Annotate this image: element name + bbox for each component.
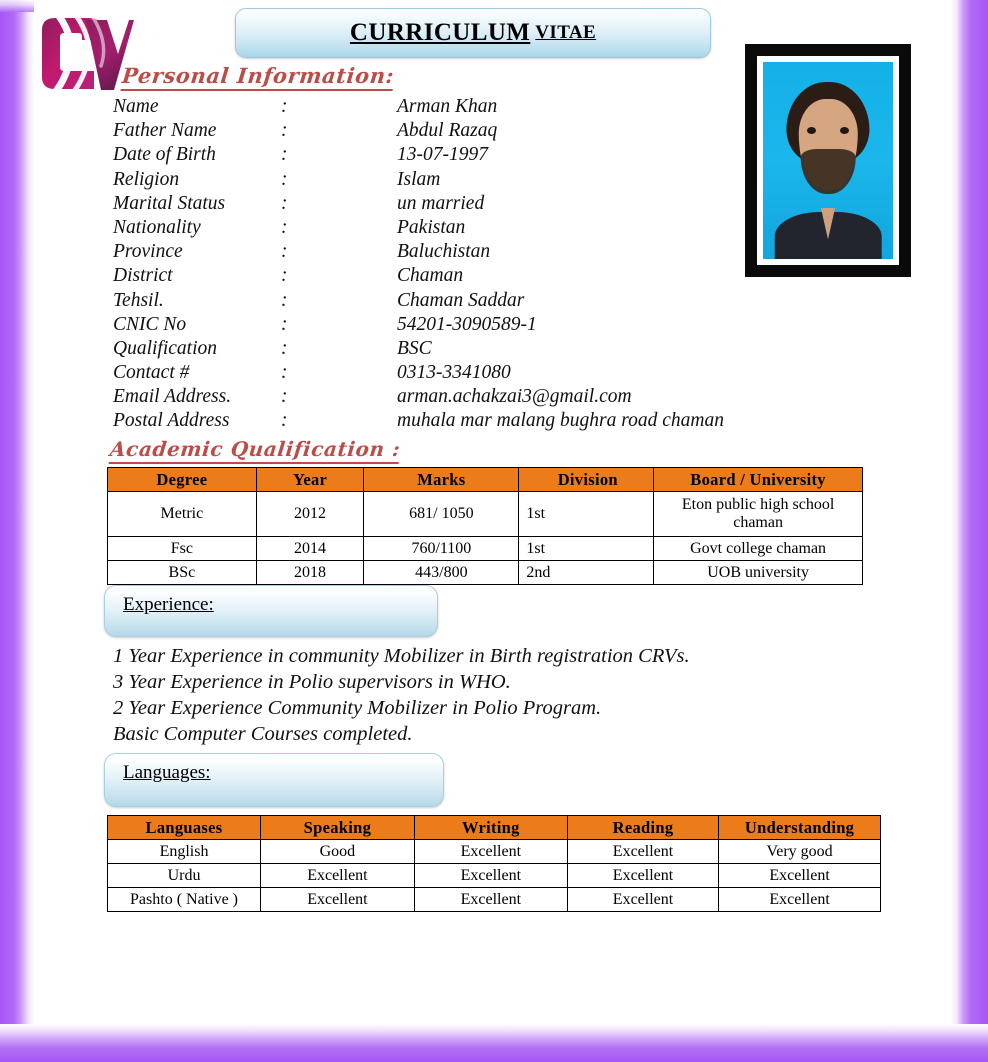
personal-info-row (113, 386, 813, 410)
personal-info-row (113, 96, 813, 120)
section-heading-languages: Languages: (123, 762, 211, 783)
section-box-languages (104, 753, 444, 807)
page-border-left (0, 0, 34, 1062)
academic-cell-marks: 443/800 (364, 561, 519, 585)
languages-cell-understanding: Excellent (719, 888, 881, 912)
personal-info-colon: : (281, 386, 288, 408)
academic-table-row (108, 561, 863, 585)
personal-info-label: Nationality (113, 216, 201, 238)
personal-info-row (113, 338, 813, 362)
personal-info-colon: : (281, 216, 288, 238)
personal-info-colon: : (281, 96, 288, 117)
languages-cell-speaking: Good (261, 840, 415, 864)
personal-info-value: Chaman Saddar (397, 289, 525, 311)
personal-info-value: 13-07-1997 (397, 144, 488, 166)
cv-logo (22, 8, 134, 108)
personal-info-row (113, 169, 813, 193)
personal-info-label: Email Address. (113, 386, 232, 408)
personal-info-value: Islam (397, 168, 441, 190)
languages-cell-understanding: Excellent (719, 864, 881, 888)
personal-info-value: Pakistan (397, 216, 466, 238)
personal-info-label: Province (113, 241, 183, 263)
personal-info-row (113, 241, 813, 265)
languages-table-header (108, 816, 881, 840)
languages-cell-reading: Excellent (567, 888, 718, 912)
document-title-banner (235, 8, 711, 58)
applicant-photo (763, 62, 893, 259)
personal-info-colon: : (281, 168, 288, 190)
experience-item: 1 Year Experience in community Mobilizer in Birth registration CRVs. (113, 645, 690, 667)
languages-cell-language: Urdu (108, 864, 261, 888)
personal-info-value: 54201-3090589-1 (397, 313, 537, 335)
personal-info-colon: : (281, 410, 288, 432)
personal-information-table (113, 96, 813, 435)
personal-info-row (113, 410, 813, 434)
academic-cell-board: Govt college chaman (654, 537, 863, 561)
personal-info-value: Abdul Razaq (397, 120, 498, 142)
personal-info-label: Date of Birth (113, 144, 216, 166)
personal-info-value: Baluchistan (397, 241, 491, 263)
academic-cell-year: 2014 (256, 537, 364, 561)
personal-info-colon: : (281, 144, 288, 166)
section-heading-academic-qualification: Academic Qualification : (109, 437, 402, 464)
academic-header-row (108, 468, 863, 492)
personal-info-value: 0313-3341080 (397, 362, 511, 384)
personal-information-rows (113, 96, 813, 435)
personal-info-colon: : (281, 337, 288, 359)
personal-info-value: un married (397, 192, 485, 214)
personal-info-value: Chaman (397, 265, 464, 287)
section-box-experience (104, 585, 438, 637)
personal-info-label: Postal Address (113, 410, 230, 432)
languages-cell-writing: Excellent (414, 840, 567, 864)
languages-cell-writing: Excellent (414, 888, 567, 912)
personal-info-colon: : (281, 362, 288, 384)
personal-info-value: BSC (397, 337, 432, 359)
languages-cell-speaking: Excellent (261, 888, 415, 912)
academic-cell-board: UOB university (654, 561, 863, 585)
academic-cell-marks: 681/ 1050 (364, 492, 519, 537)
personal-info-row (113, 217, 813, 241)
languages-col-language: Languases (108, 816, 261, 840)
languages-cell-reading: Excellent (567, 840, 718, 864)
academic-cell-degree: BSc (108, 561, 257, 585)
academic-table-rows (108, 492, 863, 585)
academic-col-degree: Degree (108, 468, 257, 492)
photo-inner-border (757, 56, 899, 265)
academic-cell-degree: Metric (108, 492, 257, 537)
page-border-bottom (0, 1024, 988, 1062)
personal-info-row (113, 265, 813, 289)
academic-table-row (108, 537, 863, 561)
academic-cell-division: 1st (519, 537, 654, 561)
personal-info-label: Tehsil. (113, 289, 164, 311)
academic-cell-division: 2nd (519, 561, 654, 585)
languages-cell-understanding: Very good (719, 840, 881, 864)
academic-cell-division: 1st (519, 492, 654, 537)
experience-item: 3 Year Experience in Polio supervisors in WHO. (113, 671, 511, 693)
experience-item: 2 Year Experience Community Mobilizer in Polio Program. (113, 697, 602, 719)
personal-info-value: arman.achakzai3@gmail.com (397, 386, 632, 408)
personal-info-label: Father Name (113, 120, 217, 142)
personal-info-row (113, 193, 813, 217)
academic-qualification-table (107, 467, 863, 585)
academic-table-header (108, 468, 863, 492)
personal-info-colon: : (281, 313, 288, 335)
languages-table-row (108, 888, 881, 912)
languages-table-row (108, 840, 881, 864)
personal-info-row (113, 362, 813, 386)
languages-col-reading: Reading (567, 816, 718, 840)
academic-cell-year: 2012 (256, 492, 364, 537)
languages-cell-reading: Excellent (567, 864, 718, 888)
languages-header-row (108, 816, 881, 840)
page-title-main: CURRICULUM (349, 19, 531, 46)
personal-info-label: Contact # (113, 362, 190, 384)
personal-info-label: Qualification (113, 337, 217, 359)
academic-cell-degree: Fsc (108, 537, 257, 561)
personal-info-row (113, 120, 813, 144)
academic-col-board: Board / University (654, 468, 863, 492)
personal-info-row (113, 314, 813, 338)
academic-col-division: Division (519, 468, 654, 492)
section-heading-experience: Experience: (123, 594, 214, 615)
personal-info-value: Arman Khan (397, 96, 498, 117)
languages-table-rows (108, 840, 881, 912)
personal-info-colon: : (281, 192, 288, 214)
languages-table-row (108, 864, 881, 888)
personal-info-value: muhala mar malang bughra road chaman (397, 410, 724, 432)
page-title-sub: VITAE (535, 22, 597, 43)
languages-table (107, 815, 881, 912)
photo-beard (801, 149, 856, 194)
personal-info-colon: : (281, 265, 288, 287)
languages-cell-language: Pashto ( Native ) (108, 888, 261, 912)
languages-col-writing: Writing (414, 816, 567, 840)
page-border-right (952, 0, 988, 1062)
academic-table-row (108, 492, 863, 537)
personal-info-colon: : (281, 289, 288, 311)
personal-info-label: District (113, 265, 173, 287)
personal-info-label: CNIC No (113, 313, 187, 335)
personal-info-row (113, 144, 813, 168)
applicant-photo-frame (745, 44, 911, 277)
personal-info-label: Name (113, 96, 159, 117)
languages-cell-writing: Excellent (414, 864, 567, 888)
academic-cell-year: 2018 (256, 561, 364, 585)
languages-cell-speaking: Excellent (261, 864, 415, 888)
personal-info-colon: : (281, 241, 288, 263)
academic-col-marks: Marks (364, 468, 519, 492)
personal-info-colon: : (281, 120, 288, 142)
personal-info-row (113, 290, 813, 314)
photo-eye-right (840, 127, 849, 134)
experience-list (113, 643, 873, 747)
languages-col-understanding: Understanding (719, 816, 881, 840)
personal-info-label: Marital Status (113, 192, 226, 214)
section-heading-personal-information: Personal Information: (121, 63, 396, 91)
personal-info-label: Religion (113, 168, 180, 190)
academic-cell-marks: 760/1100 (364, 537, 519, 561)
languages-col-speaking: Speaking (261, 816, 415, 840)
experience-item: Basic Computer Courses completed. (113, 723, 413, 745)
academic-cell-board: Eton public high school chaman (654, 492, 863, 537)
academic-col-year: Year (256, 468, 364, 492)
languages-cell-language: English (108, 840, 261, 864)
